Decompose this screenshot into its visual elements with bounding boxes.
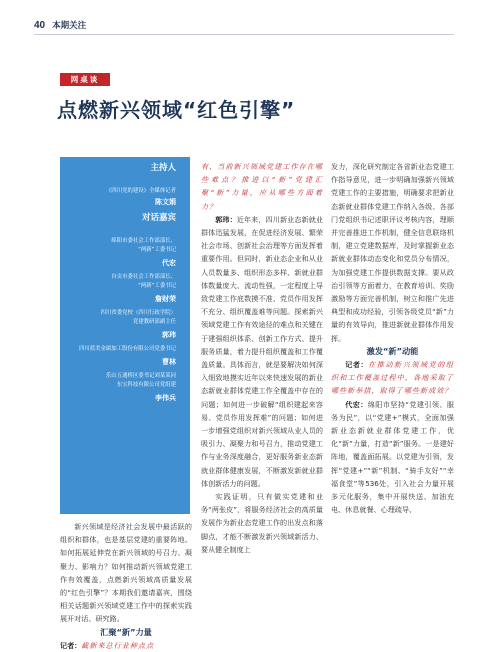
guests-role: 对话嘉宾 xyxy=(141,213,176,223)
section-tag: 网桌谈 xyxy=(60,73,110,86)
header-divider xyxy=(34,34,454,35)
guest5-name: 李伟兵 xyxy=(155,394,176,402)
guest1-name: 代宏 xyxy=(162,259,176,267)
participants-panel xyxy=(60,157,190,514)
answer-guo-3: 发力，深化研究制定各省新业态党建工作指导意见，进一步明确加强新兴领域党建工作的主要措施，明确要求把新业态新就业群体党建工作纳入各级、各部门党组织书记述职评议考核内容，理顺并完善推进工作机制，健全信息联络机制，建立党建数据库，及时掌握新业态新就业群体动态变化和党员分布情况，为加强党建工作提供数据支撑。要从政治引领等方面着力，在教育培训、奖励激励等方面完善机制，树立和推广先进典型和成功经验，引领各级党员“新”力量的有效导向，推进新就业群体作用发挥。 xyxy=(331,162,454,343)
column-2 xyxy=(201,160,323,638)
column-1 xyxy=(60,520,192,650)
question-text-start: 截新来总行业种点点 xyxy=(81,640,155,650)
question-speaker: 记者： xyxy=(60,640,82,650)
guest2-org: 自贡市委社会工作部部长、 xyxy=(111,274,176,280)
article-title: 点燃新兴领域“红色引擎” xyxy=(57,98,296,122)
host-org: 《四川党的建设》全媒体记者 xyxy=(105,188,176,194)
guest3-name: 郭玮 xyxy=(162,331,176,339)
question2-speaker: 记者： xyxy=(345,360,369,370)
guest4-org: 四川蓝美金属加工股份有限公司党委书记 xyxy=(78,346,176,352)
section-name: 本期关注 xyxy=(52,21,87,31)
answer-guo-1: 近年来，四川新业态新就业群体迅猛发展，在促进经济发展、繁荣社会市场、创新社会治理等方面发挥着重要作用。但同时，新业态企业和从业人员数量多、组织形态多样、新就业群体数量庞大、流动性强，一定程度上导致党建工作底数摸不准、党员作用发挥不充分、组织覆盖难等问题。探索新兴领域党建工作有效途径的难点和关键在于建强组织体系、创新工作方式、提升服务质量，着力提升组织覆盖和工作覆盖质量。具体而言，就是要解决如何深入细致地摸实近年以来快速发展的新业态新就业群体党建工作全覆盖中存在的问题；如何进一步破解“组织建起来容易、党员作用发挥难”的问题；如何进一步增强党组织对新兴领域从业人员的吸引力、凝聚力和号召力，推动党建工作与业务深度融合，更好服务新业态新就业群体健康发展，不断激发新就业群体创新活力的问题。 xyxy=(201,214,324,488)
answer-guo-2: 实践证明，只有做实党建和业务“两张皮”，将服务经济社会的高质量发展作为新业态党建工作的出发点和落脚点，才能不断激发新兴领域新活力、要从健全制度上 xyxy=(201,492,323,554)
guest4-name: 曹林 xyxy=(162,358,176,366)
host-role: 主持人 xyxy=(150,163,176,173)
host-name: 陈文娟 xyxy=(155,198,176,206)
guest5-org-2: 东宝科技有限公司党组建 xyxy=(116,382,176,388)
guest3-org: 四川省委党校（四川行政学院） xyxy=(100,310,176,316)
intro-paragraph: 新兴领域是经济社会发展中最活跃的组织和群体，也是基层党建的重要阵地。如何拓展延伸党在新兴领域的号召力、凝聚力、影响力？如何推动新兴领域党建工作有效覆盖，点燃新兴领域高质量发展的“红色引擎”？本期我们邀请嘉宾，围绕相关话题新兴领域党建工作中的探索实践展开对话、研究路。 xyxy=(60,522,192,624)
subheading-2: 激发“新”动能 xyxy=(366,345,419,356)
page-number: 40 xyxy=(34,20,46,31)
guest2-org-2: “两新”工委书记 xyxy=(138,283,176,289)
question2-text: 在推动新兴领域党的组织和工作覆盖过程中，各地采取了哪些新举措，取得了哪些新成效？ xyxy=(331,360,455,396)
page-header xyxy=(34,19,86,31)
question-text-cont: 有、当前新兴领域党建工作存在哪些难点？推进以“新”党建汇聚“新”力量，应从哪些方面着力？ xyxy=(201,162,323,211)
guest3-org-2: 党建教研部副主任 xyxy=(132,319,176,325)
column-3 xyxy=(331,160,454,638)
answer-dai-1: 绵阳市坚持“党建引领、服务为民”，以“党建+”模式，全面加强新业态新就业群体党建工作，优化“新”力量，打造“新”服务。一是建好阵地，覆盖面拓展。以党建为引领，发挥“党建+”“新”机制、“骑手友好”“幸福食堂”等536处，引入社会力量开展多元化服务，集中开展快送、加油充电、休息就餐、心理疏导、 xyxy=(331,399,454,515)
guest2-name: 詹财荣 xyxy=(155,295,176,303)
subheading-1: 汇聚“新”力量 xyxy=(100,626,152,637)
speaker-guo: 郭玮： xyxy=(215,214,237,224)
guest1-org: 绵阳市委社会工作部部长、 xyxy=(111,238,176,244)
guest5-org: 乐山五通桥区委书记刘某某同 xyxy=(105,373,176,379)
speaker-dai: 代宏： xyxy=(345,399,368,409)
guest1-org-2: “两新”工委书记 xyxy=(138,247,176,253)
